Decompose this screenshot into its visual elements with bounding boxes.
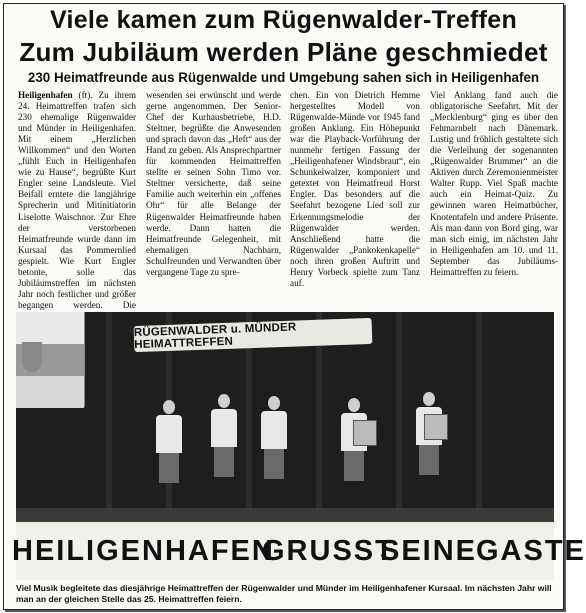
article-text-3: chen. Ein von Dietrich Hemme hergestelltes Modell von Rügenwalde-Münde vor 1945 fand großen Anklang. Ein Höhepunkt war die Playback-Vorführung der nunmehr fertigen Fassung der „Heiligenhafener Windsbraut“, ein Schunkelwalzer, komponiert und getextet von Heimatfreud Horst Engler. Das besonders auf die Seefahrt bezogene Lied soll zur Erkennungsmelodie der Rügenwalder werden. Anschließend hatte die Rügenwalder „Pankokenkapelle“ noch ihren großen Auftritt und Henry Vorbeck spielte zum Tanz auf.: [290, 90, 420, 288]
headline-line-2: Zum Jubiläum werden Pläne geschmiedet: [19, 37, 548, 67]
banner-word: SEINE: [380, 534, 478, 567]
article-text-2: wesenden sei erwünscht und werde gerne angenommen. Der Senior-Chef der Kurhausbetriebe, H.D. Steltner, begrüßte die Anwesenden und sprach davon das „Heft“ aus der Hand zu geben. Als Ansprechpartner für kommenden Heimattreffen stellte er seinen Sohn Timo vor. Steltner versicherte, daß seine Familie auch weiterhin ein „offenes Ohr“ für alle Belange der Rügenwalder Heimatfreunde haben werde. Dann hatten die Heimatfreunde Gelegenheit, mit ehemaligen Nachbarn, Schulfreunden und Verwandten über vergangene Tage zu spre-: [146, 90, 281, 277]
stage-banner-bottom: [12, 522, 586, 580]
article-column-4: [430, 90, 558, 312]
band-photo: [12, 312, 586, 580]
article-column-3: [290, 90, 420, 312]
stage-banner-top: RÜGENWALDER u. MÜNDER HEIMATTREFFEN: [134, 318, 373, 352]
article-text-4: Viel Anklang fand auch die obligatorische Seefahrt. Mit der „Mecklenburg“ ging es über den Fehmarnbelt nach Dänemark. Lustig und fröhlich gestaltete sich die Verleihung der sogenannten „Rügenwalder Brummer“ an die Aktiven durch Zeremonienmeister Walter Rupp. Viel Spaß machte auch ein Heimat-Quiz. Zu gewinnen waren Heimatbücher, Knotentafeln und andere Präsente. Als man dann von Bord ging, war man sich einig, im nächsten Jahr in Heiligenhafen am 10. und 11. September das Jubiläums-Heimattreffen zu feiern.: [430, 90, 558, 277]
banner-word: GASTE: [476, 534, 586, 567]
banner-word: GRUSST: [262, 534, 395, 567]
crest-icon: [22, 342, 42, 372]
article-column-1: [18, 90, 136, 312]
subheadline: 230 Heimatfreunde aus Rügenwalde und Umgebung sahen sich in Heiligenhafen: [27, 70, 540, 85]
musician: [211, 394, 237, 477]
banner-word: HEILIGENHAFEN: [12, 534, 275, 567]
musician: [156, 400, 182, 483]
accordion-icon: [353, 420, 377, 446]
headline-line-1: Viele kamen zum Rügenwalder-Treffen: [49, 6, 518, 34]
article-column-2: [146, 90, 281, 312]
photo-caption: Viel Musik begleitete das diesjährige Heimattreffen der Rügenwalder und Münder im Heiligenhafener Kursaal. Im nächsten Jahr will man an der gleichen Stelle das 25. Heimattreffen feiern.: [16, 583, 552, 604]
musician: [261, 396, 287, 479]
accordion-icon: [424, 414, 448, 440]
dateline: Heiligenhafen: [18, 90, 73, 100]
article-text-1: (ft). Zu ihrem 24. Heimattreffen trafen sich 230 ehemalige Rügenwalder und Münder in Heiligenhafen. Mit einem „Herzlichen Willkommen“ und den Worten „fühlt Euch in Heiligenhafen wie zu Hause“, begrüßte Kurt Engler seine Landsleute. Viel Beifall erntete die langjährige Sprecherin und Mitinitiatorin Liselotte Waischnor. Zur Ehre der verstorbenen Heimatfreunde wurde dann im Kursaal das Pommernlied gespielt. Wie Kurt Engler betonte, solle das Jubiläumstreffen im nächsten Jahr noch festlicher und größer begangen werden. Die: [18, 90, 136, 310]
flag: [16, 312, 85, 407]
